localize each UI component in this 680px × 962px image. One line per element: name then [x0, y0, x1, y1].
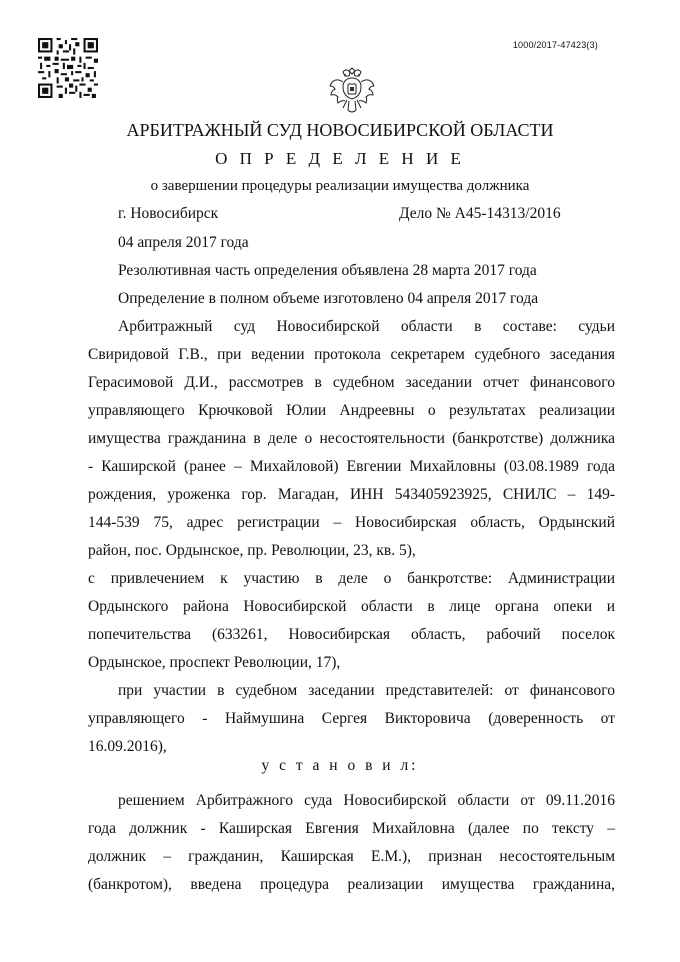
text-line: попечительства (633261, Новосибирская область, рабочий поселок — [88, 626, 615, 643]
text-line: управляющего - Наймушина Сергея Викторовича (доверенность от — [88, 710, 615, 727]
decision-date: 04 апреля 2017 года — [118, 234, 249, 251]
paragraph-involvement — [88, 565, 615, 677]
text-line: должник – гражданин, Каширская Е.М.), признан несостоятельным — [88, 848, 615, 865]
text-line: 144-539 75, адрес регистрации – Новосибирская область, Ордынский — [88, 514, 615, 531]
text-line: Свиридовой Г.В., при ведении протокола секретарем судебного заседания — [88, 346, 615, 363]
text-line: - Каширской (ранее – Михайловой) Евгении Михайловны (03.08.1989 года — [88, 458, 615, 475]
text-line: при участии в судебном заседании представителей: от финансового — [118, 682, 615, 699]
document-title: О П Р Е Д Е Л Е Н И Е — [215, 149, 465, 168]
text-line: Арбитражный суд Новосибирской области в составе: судьи — [118, 318, 615, 335]
city: г. Новосибирск — [118, 205, 219, 222]
court-name: АРБИТРАЖНЫЙ СУД НОВОСИБИРСКОЙ ОБЛАСТИ — [126, 120, 554, 140]
text-line: (банкротом), введена процедура реализации имущества гражданина, — [88, 876, 615, 893]
resolution-announced-line: Резолютивная часть определения объявлена 28 марта 2017 года — [118, 262, 537, 279]
text-line: с привлечением к участию в деле о банкротстве: Администрации — [88, 570, 615, 587]
text-line: Герасимовой Д.И., рассмотрев в судебном заседании отчет финансового — [88, 374, 615, 391]
text-line: рождения, уроженка гор. Магадан, ИНН 543405923925, СНИЛС – 149- — [88, 486, 615, 503]
paragraph-composition — [88, 313, 615, 565]
text-line: решением Арбитражного суда Новосибирской области от 09.11.2016 — [118, 792, 615, 809]
established-heading: у с т а н о в и л: — [261, 757, 419, 774]
text-line: года должник - Каширская Евгения Михайловна (далее по тексту – — [88, 820, 615, 837]
text-line: район, пос. Ордынское, пр. Революции, 23, кв. 5), — [88, 542, 416, 559]
text-line: управляющего Крючковой Юлии Андреевны о результатах реализации — [88, 402, 615, 419]
qr-code-icon — [38, 38, 98, 98]
case-number: Дело № А45-14313/2016 — [399, 205, 561, 222]
text-line: 16.09.2016), — [88, 738, 167, 755]
full-text-prepared-line: Определение в полном объеме изготовлено 04 апреля 2017 года — [118, 290, 539, 307]
text-line: имущества гражданина в деле о несостоятельности (банкротстве) должника — [88, 430, 615, 447]
coat-of-arms-icon — [327, 64, 377, 120]
text-line: Ордынского района Новосибирской области в лице органа опеки и — [88, 598, 615, 615]
paragraph-decision — [88, 787, 615, 899]
document-number: 1000/2017-47423(3) — [512, 40, 598, 50]
paragraph-participation — [88, 677, 615, 761]
document-subtitle: о завершении процедуры реализации имущества должника — [150, 178, 530, 194]
text-line: Ордынское, проспект Революции, 17), — [88, 654, 341, 671]
